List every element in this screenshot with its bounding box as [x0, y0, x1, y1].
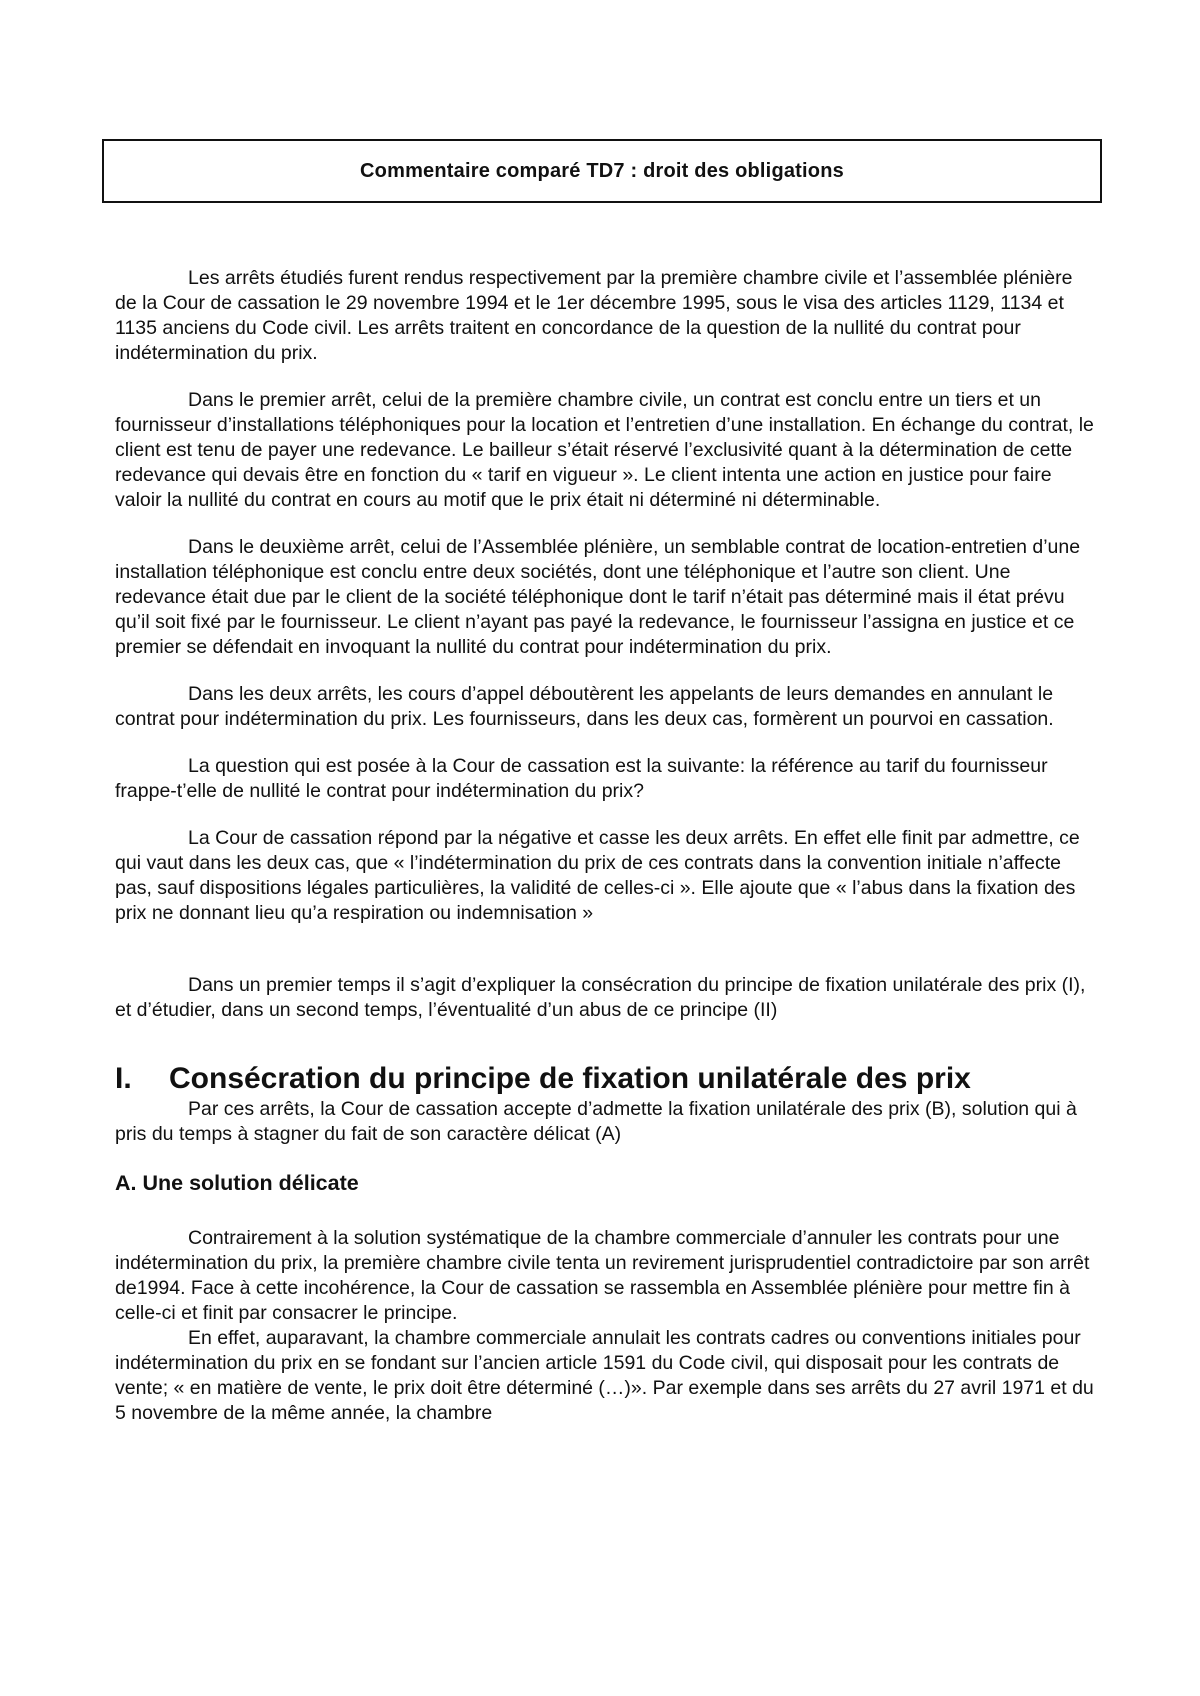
intro-paragraph-legal-question: La question qui est posée à la Cour de cassation est la suivante: la référence au tarif du fournisseur frappe-t’elle de nullité le contrat pour indétermination du prix?: [115, 755, 1048, 802]
intro-paragraph-procedure: Dans les deux arrêts, les cours d’appel déboutèrent les appelants de leurs demandes en annulant le contrat pour indétermination du prix. Les fournisseurs, dans les deux cas, formèrent un pourvoi en cassation.: [115, 683, 1054, 730]
section-1-intro: Par ces arrêts, la Cour de cassation accepte d’admette la fixation unilatérale des prix (B), solution qui à pris du temps à stagner du fait de son caractère délicat (A): [115, 1098, 1077, 1145]
subsection-a-paragraph-2: En effet, auparavant, la chambre commerciale annulait les contrats cadres ou conventions initiales pour indétermination du prix en se fondant sur l’ancien article 1591 du Code civil, qui disposait pour les contrats de vente; « en matière de vente, le prix doit être déterminé (…)». Par exemple dans ses arrêts du 27 avril 1971 et du 5 novembre de la même année, la chambre: [115, 1327, 1094, 1424]
intro-paragraph-context: Les arrêts étudiés furent rendus respectivement par la première chambre civile et l’assemblée plénière de la Cour de cassation le 29 novembre 1994 et le 1er décembre 1995, sous le visa des articles 1129, 1134 et 1135 anciens du Code civil. Les arrêts traitent en concordance de la question de la nullité du contrat pour indétermination du prix.: [115, 267, 1073, 364]
subsection-a-paragraph-1: Contrairement à la solution systématique de la chambre commerciale d’annuler les contrats pour une indétermination du prix, la première chambre civile tenta un revirement jurisprudentiel contradictoire par son arrêt de1994. Face à cette incohérence, la Cour de cassation se rassembla en Assemblée plénière pour mettre fin à celle-ci et finit par consacrer le principe.: [115, 1227, 1090, 1324]
title-box: [102, 139, 1102, 203]
section-1-heading: [115, 1061, 1095, 1097]
document-title: Commentaire comparé TD7 : droit des obligations: [360, 159, 844, 182]
subsection-a-heading: A. Une solution délicate: [115, 1171, 359, 1195]
intro-paragraph-plan: Dans un premier temps il s’agit d’expliquer la consécration du principe de fixation unilatérale des prix (I), et d’étudier, dans un second temps, l’éventualité d’un abus de ce principe (II): [115, 974, 1086, 1021]
section-1-title: Consécration du principe de fixation unilatérale des prix: [169, 1062, 971, 1095]
intro-paragraph-second-ruling-facts: Dans le deuxième arrêt, celui de l’Assemblée plénière, un semblable contrat de location-entretien d’une installation téléphonique est conclu entre deux sociétés, dont une téléphonique et l’autre son client. Une redevance était due par le client de la société téléphonique dont le tarif n’était pas déterminé mais il état prévu qu’il soit fixé par le fournisseur. Le client n’ayant pas payé la redevance, le fournisseur l’assigna en justice et ce premier se défendait en invoquant la nullité du contrat pour indétermination du prix.: [115, 536, 1081, 658]
document-body: [115, 266, 1095, 1426]
intro-paragraph-first-ruling-facts: Dans le premier arrêt, celui de la première chambre civile, un contrat est conclu entre un tiers et un fournisseur d’installations téléphoniques pour la location et l’entretien d’une installation. En échange du contrat, le client est tenu de payer une redevance. Le bailleur s’était réservé l’exclusivité quant à la détermination de cette redevance qui devais être en fonction du « tarif en vigueur ». Le client intenta une action en justice pour faire valoir la nullité du contrat en cours au motif que le prix était ni déterminé ni déterminable.: [115, 389, 1094, 511]
section-1-number: I.: [115, 1062, 132, 1095]
intro-paragraph-solution: La Cour de cassation répond par la négative et casse les deux arrêts. En effet elle finit par admettre, ce qui vaut dans les deux cas, que « l’indétermination du prix de ces contrats dans la convention initiale n’affecte pas, sauf dispositions légales particulières, la validité de celles-ci ». Elle ajoute que « l’abus dans la fixation des prix ne donnant lieu qu’a respiration ou indemnisation »: [115, 827, 1080, 924]
